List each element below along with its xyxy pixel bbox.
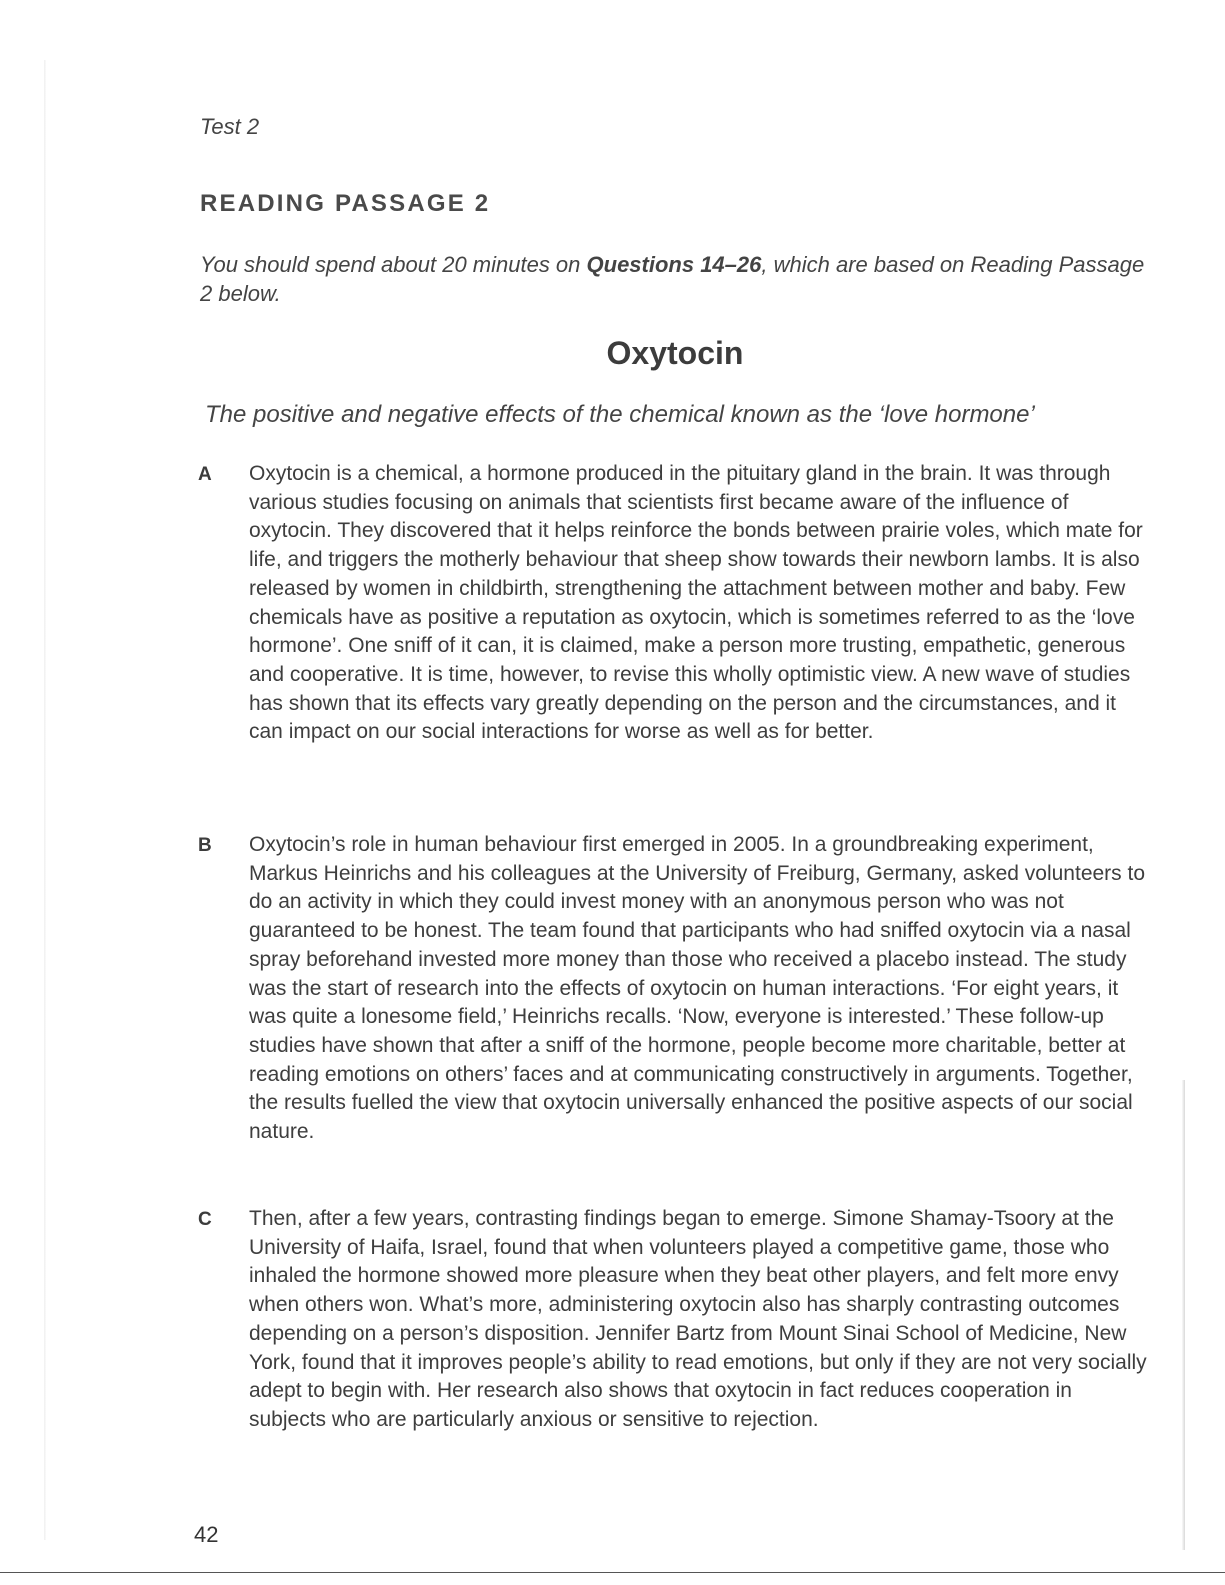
passage-heading: READING PASSAGE 2 (200, 190, 491, 217)
page-shadow-left (44, 60, 46, 1540)
paragraph-text: Oxytocin is a chemical, a hormone produced in the pituitary gland in the brain. It was through various studies focusing on animals that scientists first became aware of the influence of oxytocin. They discovered that it helps reinforce the bonds between prairie voles, which mate for life, and triggers the motherly behaviour that sheep show towards their newborn lambs. It is also released by women in childbirth, strengthening the attachment between mother and baby. Few chemicals have as positive a reputation as oxytocin, which is sometimes referred to as the ‘love hormone’. One sniff of it can, it is claimed, make a person more trusting, empathetic, generous and cooperative. It is time, however, to revise this wholly optimistic view. A new wave of studies has shown that its effects vary greatly depending on the person and the circumstances, and it can impact on our social interactions for worse as well as for better. (249, 462, 1143, 744)
instructions (200, 250, 1160, 308)
article-title: Oxytocin (606, 335, 744, 371)
instructions-text-start: You should spend about 20 minutes on (200, 252, 587, 277)
article-subtitle: The positive and negative effects of the chemical known as the ‘love hormone’ (205, 401, 1035, 428)
running-head: Test 2 (200, 114, 260, 139)
scan-bottom-rule (0, 1572, 1225, 1573)
instructions-questions-range: Questions 14–26 (586, 252, 762, 277)
paragraph-letter: A (198, 464, 212, 485)
paragraph-letter: B (198, 835, 212, 856)
instructions-text-end: , which are based on Reading Passage 2 below. (200, 252, 1145, 306)
paragraph-text: Oxytocin’s role in human behaviour first emerged in 2005. In a groundbreaking experiment, Markus Heinrichs and his colleagues at the University of Freiburg, Germany, asked volunteers to do an activity in which they could invest money with an anonymous person who was not guaranteed to be honest. The team found that participants who had sniffed oxytocin via a nasal spray beforehand invested more money than those who received a placebo instead. The study was the start of research into the effects of oxytocin on human interactions. ‘For eight years, it was quite a lonesome field,’ Heinrichs recalls. ‘Now, everyone is interested.’ These follow-up studies have shown that after a sniff of the hormone, people become more charitable, better at reading emotions on others’ faces and at communicating constructively in arguments. Together, the results fuelled the view that oxytocin universally enhanced the positive aspects of our social nature. (249, 833, 1146, 1144)
page-number: 42 (194, 1522, 219, 1547)
paragraph-letter: C (198, 1209, 212, 1230)
page-shadow-right (1182, 1080, 1185, 1550)
paragraph-text: Then, after a few years, contrasting findings began to emerge. Simone Shamay-Tsoory at the University of Haifa, Israel, found that when volunteers played a competitive game, those who inhaled the hormone showed more pleasure when they beat other players, and felt more envy when others won. What’s more, administering oxytocin also has sharply contrasting outcomes depending on a person’s disposition. Jennifer Bartz from Mount Sinai School of Medicine, New York, found that it improves people’s ability to read emotions, but only if they are not very socially adept to begin with. Her research also shows that oxytocin in fact reduces cooperation in subjects who are particularly anxious or sensitive to rejection. (249, 1207, 1147, 1431)
